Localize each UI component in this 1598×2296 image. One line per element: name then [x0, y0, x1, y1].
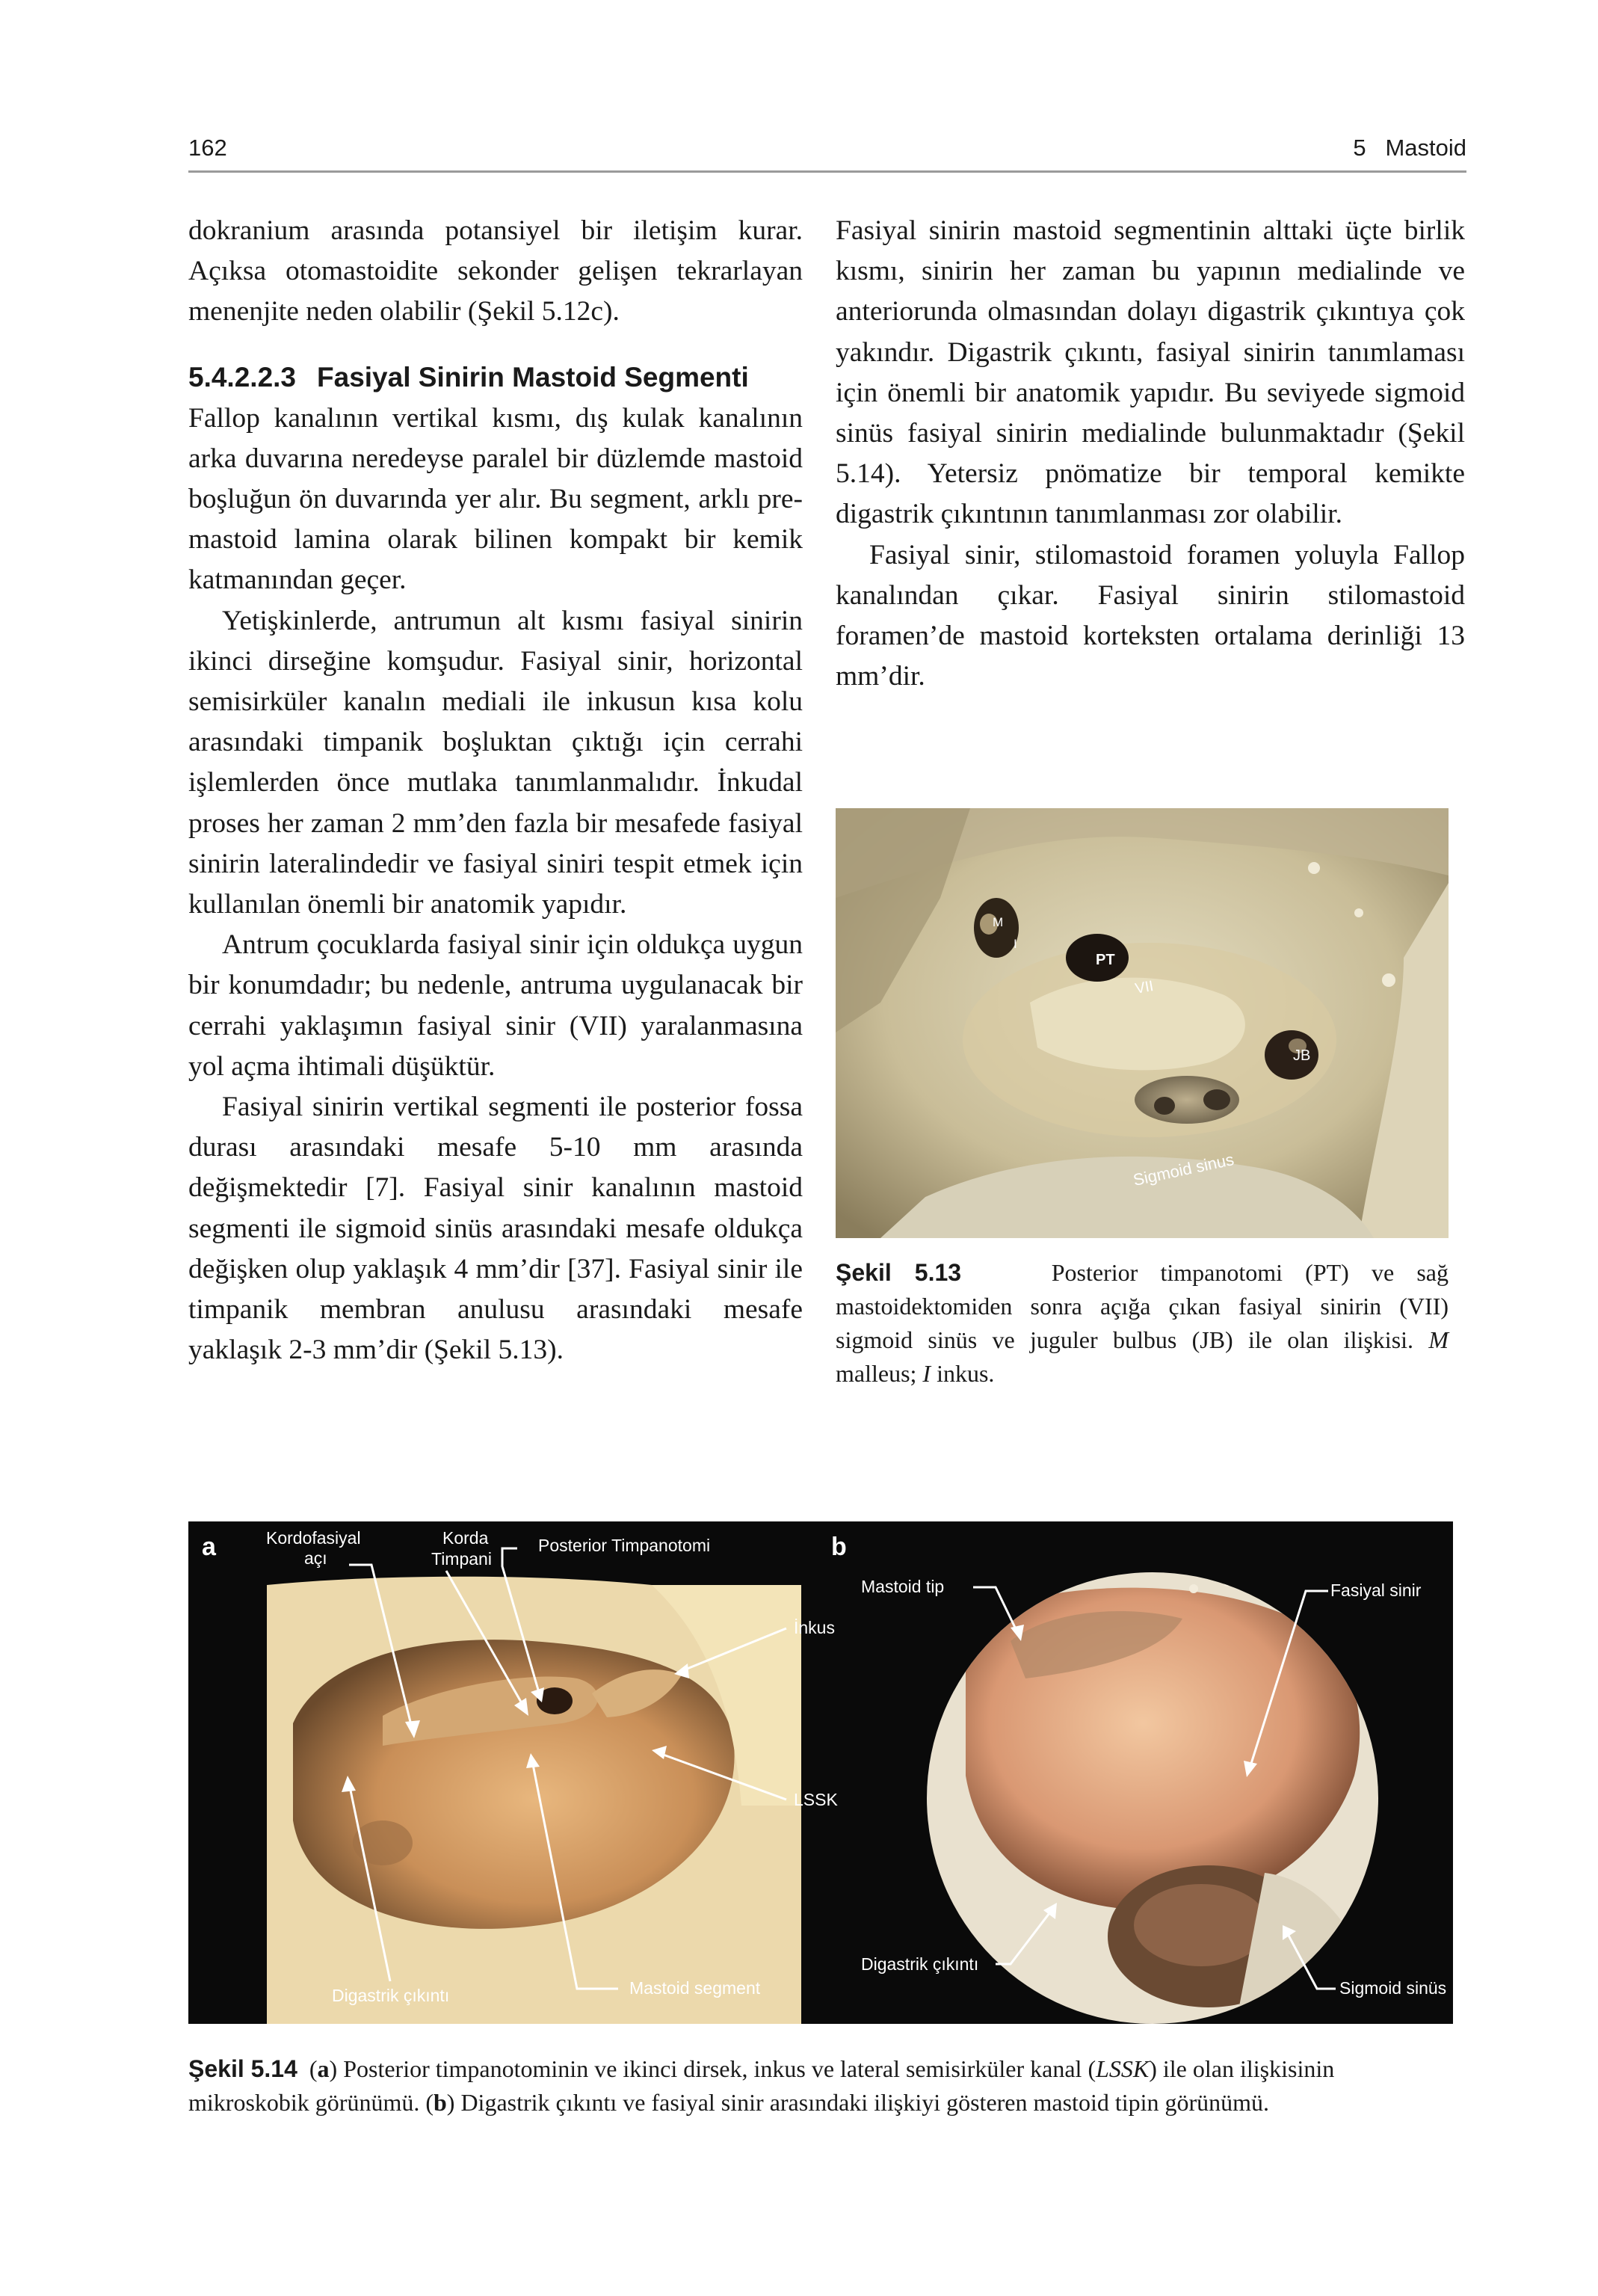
label-posterior-timpanotomi: Posterior Timpanotomi — [538, 1536, 711, 1555]
label-sigmoid-sinus-b: Sigmoid sinüs — [1339, 1978, 1447, 1998]
caption-text: inkus. — [931, 1360, 995, 1387]
left-column — [188, 211, 803, 1370]
label-korda: Korda — [442, 1528, 489, 1548]
paragraph: Yetişkinlerde, antrumun alt kısmı fasiyal sinirin ikinci dirseğine komşudur. Fasiyal sinir, horizontal semisirküler kanalın mediali ile inkusun kısa kolu arasındaki timpanik boşluktan çıktığı için cerrahi işlemlerden önce mutlaka tanımlanmalıdır. İnkudal proses her zaman 2 mm’den fazla bir mesafede fasiyal sinirin lateralindedir ve fasiyal siniri tespit etmek için kullanılan önemli bir anatomik yapıdır. — [188, 605, 803, 920]
caption-text: ) Posterior timpanotominin ve ikinci dirsek, inkus ve lateral semisirküler kanal ( — [329, 2055, 1096, 2082]
figure-5-13-caption — [836, 1256, 1449, 1391]
paragraph: Fasiyal sinirin vertikal segmenti ile posterior fossa durası arasındaki mesafe 5-10 mm arasında değişmektedir [7]. Fasiyal sinir kanalının mastoid segmenti ile sigmoid sinüs arasındaki mesafe oldukça değişken olup yaklaşık 4 mm’dir [37]. Fasiyal sinir ile timpanik membran anulusu arasındaki mesafe yaklaşık 2-3 mm’dir (Şekil 5.13). — [188, 1092, 803, 1366]
paragraph-continued: dokranium arasında potansiyel bir iletişim kurar. Açıksa otomastoidite sekonder gelişen tekrarlayan menenjite neden olabilir (Şekil 5.12c). — [188, 215, 803, 327]
label-m: M — [993, 915, 1004, 929]
chapter-title: 5 Mastoid — [1353, 135, 1466, 161]
caption-italic: LSSK — [1096, 2055, 1150, 2082]
figure-5-14-caption: Şekil 5.14 (a) Posterior timpanotominin ve ikinci dirsek, inkus ve lateral semisirküler kanal (LSSK) ile olan ilişkisinin mikroskobik görünümü. (b) Digastrik çıkıntı ve fasiyal sinir arasındaki ilişkiyi gösteren mastoid tipin görünümü. — [188, 2055, 1335, 2116]
label-jb: JB — [1293, 1047, 1311, 1064]
running-head — [188, 135, 1466, 173]
label-inkus: İnkus — [794, 1618, 835, 1637]
caption-text: ) ile olan ilişkisinin mikroskobik görünümü. ( — [188, 2055, 1335, 2116]
label-vii: VII — [1134, 978, 1155, 997]
label-fasiyal-sinir: Fasiyal sinir — [1330, 1581, 1422, 1600]
label-mastoid-tip: Mastoid tip — [861, 1577, 945, 1596]
caption-text: ) Digastrik çıkıntı ve fasiyal sinir arasındaki ilişkiyi gösteren mastoid tipin görünümü. — [446, 2089, 1270, 2116]
label-lssk: LSSK — [794, 1790, 838, 1809]
label-i: I — [1014, 937, 1017, 951]
caption-text: Posterior timpanotomi (PT) ve sağ mastoidektomiden sonra açığa çıkan fasiyal sinirin (VII) sigmoid sinüs ve juguler bulbus (JB) ile olan ilişkisi. — [836, 1259, 1449, 1353]
paragraph: Fasiyal sinirin mastoid segmentinin alttaki üçte birlik kısmı, sinirin her zaman bu yapının medialinde ve anteriorunda olmasından dolayı digastrik çıkıntıya çok yakındır. Digastrik çıkıntı, fasiyal sinirin tanımlaması için önemli bir anatomik yapıdır. Bu seviyede sigmoid sinüs fasiyal sinirin medialinde bulunmaktadır (Şekil 5.14). Yetersiz pnömatize bir temporal kemikte digastrik çıkıntının tanımlanması zor olabilir. — [836, 215, 1465, 530]
caption-bold: b — [433, 2089, 447, 2116]
microscopic-views — [188, 1521, 1453, 2024]
label-timpani: Timpani — [431, 1549, 492, 1569]
label-sigmoid-sinus: Sigmoid sinus — [1131, 1149, 1235, 1189]
label-mastoid-segment: Mastoid segment — [629, 1978, 761, 1998]
label-digastrik-b: Digastrik çıkıntı — [861, 1954, 979, 1974]
caption-label: Şekil 5.14 — [188, 2055, 297, 2082]
caption-italic: M — [1428, 1326, 1449, 1353]
caption-text: malleus; — [836, 1360, 923, 1387]
figure-5-14-photo — [188, 1521, 1453, 2024]
figure-5-13-photo — [836, 808, 1449, 1238]
surgical-photo-mastoid — [836, 808, 1449, 1238]
caption-label: Şekil 5.13 — [836, 1259, 962, 1286]
label-aci: açı — [304, 1548, 327, 1568]
section-number: 5.4.2.2.3 — [188, 361, 297, 393]
paragraph: Antrum çocuklarda fasiyal sinir için oldukça uygun bir konumdadır; bu nedenle, antruma uygulanacak bir cerrahi yaklaşımın fasiyal sinir (VII) yaralanmasına yol açma ihtimali düşüktür. — [188, 929, 803, 1082]
section-heading — [188, 357, 803, 398]
caption-bold: a — [317, 2055, 330, 2082]
paragraph: Fallop kanalının vertikal kısmı, dış kulak kanalının arka duvarına neredeyse paralel bir düzlemde mastoid boşluğun ön duvarında yer alır. Bu segment, arklı pre-mastoid lamina olarak bilinen kompakt bir kemik katmanından geçer. — [188, 402, 803, 596]
panel-a-letter: a — [202, 1533, 216, 1561]
label-digastrik-a: Digastrik çıkıntı — [332, 1986, 450, 2005]
label-kordofasiyal: Kordofasiyal — [266, 1528, 361, 1548]
caption-italic: I — [922, 1360, 931, 1387]
panel-b-letter: b — [831, 1533, 847, 1561]
label-pt: PT — [1096, 952, 1115, 968]
page-number: 162 — [188, 135, 227, 161]
paragraph: Fasiyal sinir, stilomastoid foramen yoluyla Fallop kanalından çıkar. Fasiyal sinirin stilomastoid foramen’de mastoid korteksten ortalama derinliği 13 mm’dir. — [836, 539, 1465, 692]
right-column — [836, 211, 1465, 697]
section-title: Fasiyal Sinirin Mastoid Segmenti — [317, 361, 749, 393]
